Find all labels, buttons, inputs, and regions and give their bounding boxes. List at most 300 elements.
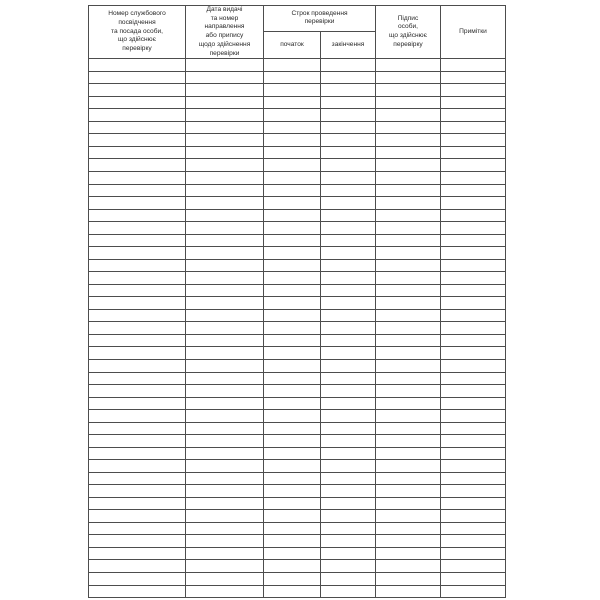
table-row <box>89 259 506 272</box>
empty-cell <box>186 359 264 372</box>
table-row <box>89 109 506 122</box>
empty-cell <box>89 573 186 586</box>
empty-cell <box>321 460 376 473</box>
empty-cell <box>89 159 186 172</box>
empty-cell <box>321 272 376 285</box>
table-row <box>89 96 506 109</box>
empty-cell <box>89 259 186 272</box>
empty-cell <box>376 184 441 197</box>
empty-cell <box>376 222 441 235</box>
empty-cell <box>264 259 321 272</box>
empty-cell <box>89 197 186 210</box>
journal-table <box>88 5 506 598</box>
empty-cell <box>264 560 321 573</box>
empty-cell <box>321 96 376 109</box>
empty-cell <box>264 134 321 147</box>
empty-cell <box>376 460 441 473</box>
empty-cell <box>186 535 264 548</box>
empty-cell <box>186 472 264 485</box>
empty-cell <box>89 121 186 134</box>
empty-cell <box>264 497 321 510</box>
empty-cell <box>264 297 321 310</box>
empty-cell <box>264 359 321 372</box>
table-row <box>89 84 506 97</box>
empty-cell <box>186 422 264 435</box>
empty-cell <box>441 197 506 210</box>
empty-cell <box>186 560 264 573</box>
empty-cell <box>186 410 264 423</box>
empty-cell <box>321 385 376 398</box>
empty-cell <box>186 547 264 560</box>
empty-cell <box>441 410 506 423</box>
table-row <box>89 372 506 385</box>
empty-cell <box>441 585 506 598</box>
table-row <box>89 359 506 372</box>
table-row <box>89 522 506 535</box>
empty-cell <box>264 547 321 560</box>
table-row <box>89 121 506 134</box>
empty-cell <box>186 485 264 498</box>
empty-cell <box>89 184 186 197</box>
empty-cell <box>441 447 506 460</box>
empty-cell <box>89 497 186 510</box>
empty-cell <box>441 272 506 285</box>
empty-cell <box>186 71 264 84</box>
empty-cell <box>376 585 441 598</box>
empty-cell <box>441 297 506 310</box>
empty-cell <box>186 585 264 598</box>
empty-cell <box>89 359 186 372</box>
empty-cell <box>376 522 441 535</box>
empty-cell <box>186 510 264 523</box>
empty-cell <box>376 59 441 72</box>
empty-cell <box>186 347 264 360</box>
empty-cell <box>264 272 321 285</box>
empty-cell <box>441 435 506 448</box>
empty-cell <box>89 109 186 122</box>
empty-cell <box>376 334 441 347</box>
empty-cell <box>321 347 376 360</box>
empty-cell <box>376 197 441 210</box>
table-row <box>89 510 506 523</box>
empty-cell <box>186 259 264 272</box>
table-row <box>89 134 506 147</box>
empty-cell <box>376 309 441 322</box>
empty-cell <box>441 84 506 97</box>
empty-cell <box>441 460 506 473</box>
empty-cell <box>321 297 376 310</box>
empty-cell <box>376 560 441 573</box>
empty-cell <box>89 485 186 498</box>
empty-cell <box>441 247 506 260</box>
empty-cell <box>376 372 441 385</box>
table-row <box>89 184 506 197</box>
empty-cell <box>376 510 441 523</box>
empty-cell <box>264 309 321 322</box>
empty-cell <box>441 472 506 485</box>
empty-cell <box>264 485 321 498</box>
empty-cell <box>321 172 376 185</box>
table-row <box>89 247 506 260</box>
table-row <box>89 585 506 598</box>
empty-cell <box>321 222 376 235</box>
empty-cell <box>186 385 264 398</box>
empty-cell <box>186 159 264 172</box>
table-row <box>89 297 506 310</box>
header-signature: Підпис особи, що здійснює перевірку <box>376 6 441 59</box>
empty-cell <box>89 284 186 297</box>
empty-cell <box>321 334 376 347</box>
empty-cell <box>376 297 441 310</box>
empty-cell <box>89 397 186 410</box>
empty-cell <box>186 184 264 197</box>
empty-cell <box>89 172 186 185</box>
empty-cell <box>441 209 506 222</box>
empty-cell <box>89 247 186 260</box>
table-row <box>89 284 506 297</box>
empty-cell <box>89 146 186 159</box>
table-body <box>89 59 506 598</box>
table-row <box>89 497 506 510</box>
empty-cell <box>321 410 376 423</box>
empty-cell <box>264 159 321 172</box>
empty-cell <box>376 422 441 435</box>
table-row <box>89 209 506 222</box>
empty-cell <box>441 547 506 560</box>
empty-cell <box>186 460 264 473</box>
empty-cell <box>186 134 264 147</box>
empty-cell <box>321 146 376 159</box>
table-row <box>89 385 506 398</box>
empty-cell <box>441 259 506 272</box>
empty-cell <box>441 522 506 535</box>
empty-cell <box>441 535 506 548</box>
empty-cell <box>441 497 506 510</box>
empty-cell <box>376 247 441 260</box>
table-row <box>89 435 506 448</box>
empty-cell <box>89 209 186 222</box>
empty-cell <box>376 284 441 297</box>
empty-cell <box>376 397 441 410</box>
table-row <box>89 573 506 586</box>
empty-cell <box>376 159 441 172</box>
empty-cell <box>89 522 186 535</box>
table-row <box>89 71 506 84</box>
empty-cell <box>321 134 376 147</box>
empty-cell <box>441 159 506 172</box>
empty-cell <box>264 322 321 335</box>
empty-cell <box>264 146 321 159</box>
empty-cell <box>264 84 321 97</box>
empty-cell <box>321 447 376 460</box>
table-row <box>89 234 506 247</box>
empty-cell <box>321 422 376 435</box>
empty-cell <box>441 573 506 586</box>
empty-cell <box>264 347 321 360</box>
empty-cell <box>186 234 264 247</box>
table-row <box>89 472 506 485</box>
table-row <box>89 222 506 235</box>
empty-cell <box>321 59 376 72</box>
empty-cell <box>441 510 506 523</box>
empty-cell <box>89 410 186 423</box>
empty-cell <box>321 359 376 372</box>
empty-cell <box>441 234 506 247</box>
empty-cell <box>376 209 441 222</box>
empty-cell <box>186 447 264 460</box>
empty-cell <box>376 547 441 560</box>
empty-cell <box>89 460 186 473</box>
empty-cell <box>321 485 376 498</box>
empty-cell <box>264 422 321 435</box>
empty-cell <box>89 385 186 398</box>
empty-cell <box>186 297 264 310</box>
empty-cell <box>89 447 186 460</box>
empty-cell <box>186 222 264 235</box>
empty-cell <box>321 109 376 122</box>
empty-cell <box>186 84 264 97</box>
table-row <box>89 172 506 185</box>
empty-cell <box>321 322 376 335</box>
empty-cell <box>186 96 264 109</box>
table-row <box>89 322 506 335</box>
empty-cell <box>264 410 321 423</box>
empty-cell <box>441 309 506 322</box>
empty-cell <box>89 372 186 385</box>
empty-cell <box>264 522 321 535</box>
empty-cell <box>89 84 186 97</box>
empty-cell <box>376 472 441 485</box>
empty-cell <box>321 309 376 322</box>
empty-cell <box>264 334 321 347</box>
empty-cell <box>321 209 376 222</box>
empty-cell <box>264 121 321 134</box>
empty-cell <box>89 272 186 285</box>
header-period-end: закінчення <box>321 31 376 59</box>
empty-cell <box>321 547 376 560</box>
table-row <box>89 59 506 72</box>
empty-cell <box>186 272 264 285</box>
empty-cell <box>264 372 321 385</box>
empty-cell <box>321 247 376 260</box>
empty-cell <box>441 322 506 335</box>
empty-cell <box>321 573 376 586</box>
empty-cell <box>376 259 441 272</box>
table-row <box>89 410 506 423</box>
empty-cell <box>441 172 506 185</box>
empty-cell <box>376 435 441 448</box>
empty-cell <box>441 96 506 109</box>
empty-cell <box>321 71 376 84</box>
header-notes: Примітки <box>441 6 506 59</box>
empty-cell <box>186 397 264 410</box>
empty-cell <box>321 435 376 448</box>
table-row <box>89 159 506 172</box>
table-row <box>89 447 506 460</box>
table-row <box>89 146 506 159</box>
empty-cell <box>89 322 186 335</box>
table-row <box>89 309 506 322</box>
empty-cell <box>264 510 321 523</box>
empty-cell <box>376 109 441 122</box>
empty-cell <box>321 284 376 297</box>
empty-cell <box>441 59 506 72</box>
empty-cell <box>321 159 376 172</box>
empty-cell <box>186 172 264 185</box>
empty-cell <box>441 222 506 235</box>
empty-cell <box>264 172 321 185</box>
empty-cell <box>186 247 264 260</box>
table-row <box>89 197 506 210</box>
empty-cell <box>264 460 321 473</box>
empty-cell <box>376 347 441 360</box>
empty-cell <box>186 497 264 510</box>
table-row <box>89 535 506 548</box>
empty-cell <box>376 71 441 84</box>
empty-cell <box>89 472 186 485</box>
empty-cell <box>264 397 321 410</box>
empty-cell <box>321 121 376 134</box>
empty-cell <box>441 359 506 372</box>
empty-cell <box>441 347 506 360</box>
empty-cell <box>441 134 506 147</box>
empty-cell <box>89 71 186 84</box>
empty-cell <box>264 447 321 460</box>
header-period-group: Строк проведення перевірки <box>264 6 376 32</box>
empty-cell <box>186 109 264 122</box>
empty-cell <box>376 134 441 147</box>
table-row <box>89 422 506 435</box>
empty-cell <box>376 410 441 423</box>
table-row <box>89 485 506 498</box>
empty-cell <box>376 447 441 460</box>
empty-cell <box>89 422 186 435</box>
empty-cell <box>376 535 441 548</box>
empty-cell <box>376 485 441 498</box>
empty-cell <box>376 359 441 372</box>
empty-cell <box>89 96 186 109</box>
empty-cell <box>186 334 264 347</box>
empty-cell <box>321 397 376 410</box>
empty-cell <box>89 134 186 147</box>
empty-cell <box>441 184 506 197</box>
table-row <box>89 560 506 573</box>
empty-cell <box>376 497 441 510</box>
empty-cell <box>264 109 321 122</box>
table-row <box>89 397 506 410</box>
empty-cell <box>376 322 441 335</box>
empty-cell <box>441 560 506 573</box>
empty-cell <box>186 372 264 385</box>
empty-cell <box>89 510 186 523</box>
empty-cell <box>89 222 186 235</box>
empty-cell <box>264 573 321 586</box>
empty-cell <box>321 560 376 573</box>
empty-cell <box>321 184 376 197</box>
empty-cell <box>321 84 376 97</box>
empty-cell <box>264 209 321 222</box>
empty-cell <box>264 472 321 485</box>
empty-cell <box>186 322 264 335</box>
empty-cell <box>89 547 186 560</box>
empty-cell <box>376 84 441 97</box>
empty-cell <box>441 372 506 385</box>
empty-cell <box>321 585 376 598</box>
empty-cell <box>89 309 186 322</box>
header-inspector-id: Номер службового посвідчення та посада особи, що здійснює перевірку <box>89 6 186 59</box>
empty-cell <box>321 497 376 510</box>
empty-cell <box>89 59 186 72</box>
empty-cell <box>376 385 441 398</box>
empty-cell <box>264 222 321 235</box>
empty-cell <box>186 435 264 448</box>
empty-cell <box>321 234 376 247</box>
empty-cell <box>264 585 321 598</box>
empty-cell <box>186 573 264 586</box>
empty-cell <box>441 385 506 398</box>
empty-cell <box>264 71 321 84</box>
empty-cell <box>89 347 186 360</box>
empty-cell <box>89 435 186 448</box>
empty-cell <box>264 535 321 548</box>
empty-cell <box>186 197 264 210</box>
empty-cell <box>186 59 264 72</box>
empty-cell <box>186 309 264 322</box>
table-row <box>89 460 506 473</box>
empty-cell <box>186 146 264 159</box>
empty-cell <box>376 146 441 159</box>
empty-cell <box>89 560 186 573</box>
header-period-start: початок <box>264 31 321 59</box>
table-row <box>89 547 506 560</box>
empty-cell <box>89 535 186 548</box>
empty-cell <box>321 197 376 210</box>
empty-cell <box>264 96 321 109</box>
empty-cell <box>321 372 376 385</box>
empty-cell <box>376 96 441 109</box>
empty-cell <box>321 510 376 523</box>
table-header <box>89 6 506 59</box>
empty-cell <box>264 197 321 210</box>
empty-cell <box>441 422 506 435</box>
empty-cell <box>264 385 321 398</box>
empty-cell <box>264 184 321 197</box>
empty-cell <box>441 485 506 498</box>
empty-cell <box>376 573 441 586</box>
empty-cell <box>441 334 506 347</box>
empty-cell <box>441 121 506 134</box>
empty-cell <box>264 435 321 448</box>
empty-cell <box>441 146 506 159</box>
table-row <box>89 334 506 347</box>
empty-cell <box>264 247 321 260</box>
empty-cell <box>321 535 376 548</box>
empty-cell <box>89 585 186 598</box>
empty-cell <box>321 259 376 272</box>
empty-cell <box>376 234 441 247</box>
empty-cell <box>376 172 441 185</box>
empty-cell <box>186 522 264 535</box>
header-row-top <box>89 6 506 32</box>
empty-cell <box>376 121 441 134</box>
empty-cell <box>89 234 186 247</box>
empty-cell <box>441 284 506 297</box>
empty-cell <box>186 121 264 134</box>
empty-cell <box>441 109 506 122</box>
empty-cell <box>321 472 376 485</box>
empty-cell <box>89 297 186 310</box>
empty-cell <box>441 71 506 84</box>
